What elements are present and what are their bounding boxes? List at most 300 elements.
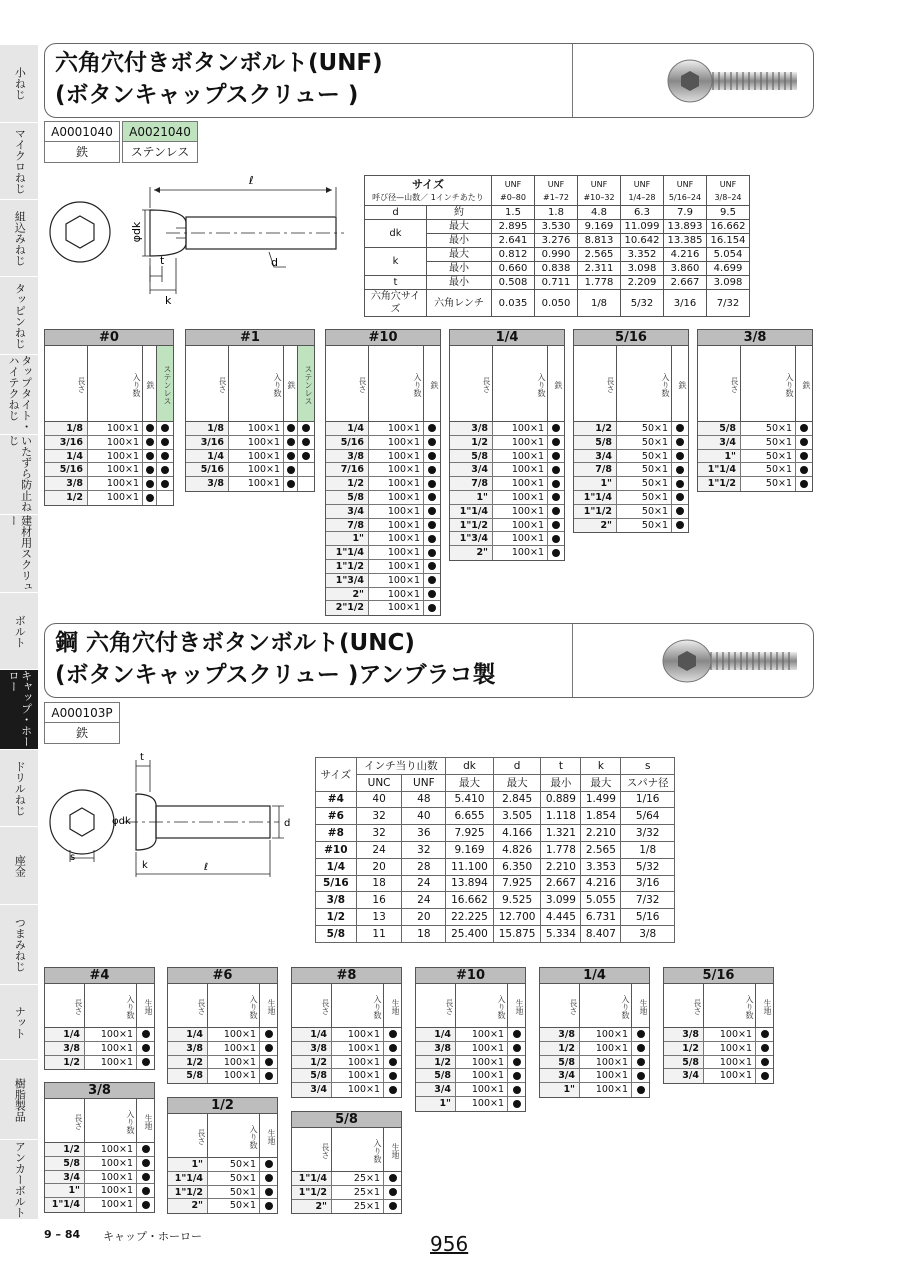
product-table-row[interactable]: [292, 1200, 401, 1214]
quantity-cell: 100×1: [580, 1069, 632, 1082]
length-cell: 3/4: [540, 1069, 580, 1082]
spec-cell: 25.400: [446, 925, 494, 942]
length-cell: 5/8: [450, 450, 493, 463]
product-table-row[interactable]: [168, 1042, 277, 1056]
spec-subheader: 最大: [446, 774, 494, 791]
quantity-cell: 100×1: [229, 463, 284, 476]
product-table-row[interactable]: [698, 436, 812, 450]
spec-subheader: UNC: [356, 774, 402, 791]
product-table-title: 1/2: [168, 1098, 277, 1114]
product-table-row[interactable]: [450, 477, 564, 491]
product-table-row[interactable]: [292, 1083, 401, 1097]
available-dot-icon: [428, 507, 436, 515]
product-table-col-header: 入り数: [332, 984, 384, 1027]
availability-cell: [157, 450, 173, 463]
button-bolt-photo: [635, 636, 805, 686]
quantity-cell: 100×1: [369, 491, 424, 504]
product-table-row[interactable]: [540, 1028, 649, 1042]
product-table-row[interactable]: [292, 1069, 401, 1083]
length-cell: 1": [450, 491, 493, 504]
length-cell: 1/2: [664, 1042, 704, 1055]
product-table-title: 5/8: [292, 1112, 401, 1128]
spec-cell: 4.216: [581, 875, 621, 892]
quantity-cell: 100×1: [332, 1056, 384, 1069]
spec-cell: 40: [402, 808, 446, 825]
spec-cell: 3.353: [581, 858, 621, 875]
product-table-row[interactable]: [326, 519, 440, 533]
available-dot-icon: [676, 521, 684, 529]
product-table-row[interactable]: [540, 1056, 649, 1070]
spec-cell: 5/64: [621, 808, 675, 825]
available-dot-icon: [287, 424, 295, 432]
available-dot-icon: [761, 1030, 769, 1038]
sidebar-tab[interactable]: [0, 827, 38, 905]
spec-cell: 0.838: [535, 262, 578, 276]
spec-cell: 15.875: [493, 925, 541, 942]
product-table-row[interactable]: [450, 546, 564, 560]
product-table-row[interactable]: [450, 505, 564, 519]
product-table-row[interactable]: [416, 1042, 525, 1056]
quantity-cell: 100×1: [208, 1069, 260, 1083]
product-table-row[interactable]: [186, 436, 314, 450]
length-cell: 5/8: [540, 1056, 580, 1069]
product-table-col-header: 鉄: [678, 381, 687, 389]
spec-cell: 最大: [427, 248, 492, 262]
spec-col-header: UNF 5/16–24: [664, 176, 707, 206]
availability-cell: [796, 436, 812, 449]
available-dot-icon: [428, 480, 436, 488]
product-table-row[interactable]: [450, 422, 564, 436]
length-cell: 1/2: [45, 491, 88, 505]
quantity-cell: 50×1: [617, 422, 672, 435]
product-table-row[interactable]: [574, 422, 688, 436]
quantity-cell: 100×1: [85, 1056, 137, 1070]
product-table-col-header: 生地: [515, 999, 524, 1015]
product-table-col-header: 長さ: [45, 1099, 85, 1142]
spec-cell: #8: [316, 825, 357, 842]
product-table-row[interactable]: [664, 1069, 773, 1083]
sidebar-tab[interactable]: [0, 1140, 38, 1220]
length-cell: 1": [698, 450, 741, 463]
product-table-row[interactable]: [698, 422, 812, 436]
spec-header: t: [541, 758, 581, 775]
spec-cell: 13: [356, 909, 402, 926]
product-table-row[interactable]: [168, 1028, 277, 1042]
product-table-row[interactable]: [186, 463, 314, 477]
available-dot-icon: [637, 1086, 645, 1094]
available-dot-icon: [142, 1201, 150, 1209]
product-table-row[interactable]: [186, 477, 314, 491]
sidebar-tab-label: タッピンねじ: [13, 282, 27, 349]
spec-cell: 7/32: [621, 892, 675, 909]
available-dot-icon: [428, 576, 436, 584]
sidebar-tab[interactable]: [0, 593, 38, 670]
quantity-cell: 100×1: [332, 1042, 384, 1055]
product-table-row[interactable]: [168, 1069, 277, 1083]
spec-cell: 4.8: [578, 206, 621, 220]
product-table-row[interactable]: [450, 450, 564, 464]
svg-text:d: d: [271, 256, 278, 269]
length-cell: 1"1/4: [326, 546, 369, 559]
quantity-cell: 100×1: [88, 491, 143, 505]
product-table-row[interactable]: [45, 463, 173, 477]
spec-cell: 11.100: [446, 858, 494, 875]
sidebar-tab[interactable]: [0, 515, 38, 593]
length-cell: 7/8: [326, 519, 369, 532]
available-dot-icon: [800, 424, 808, 432]
availability-cell: [260, 1042, 277, 1055]
product-table-row[interactable]: [698, 450, 812, 464]
quantity-cell: 100×1: [369, 422, 424, 435]
available-dot-icon: [676, 480, 684, 488]
section1-dimension-drawing: [44, 172, 364, 312]
product-material: 鉄: [75, 145, 88, 159]
product-table-title: 3/8: [698, 330, 812, 346]
product-table-row[interactable]: [326, 546, 440, 560]
sidebar-tab-label: 小ねじ: [13, 67, 27, 100]
spec-cell: 2.565: [581, 841, 621, 858]
product-table-row[interactable]: [326, 463, 440, 477]
spec-cell: 3.098: [707, 276, 750, 290]
length-cell: 5/8: [574, 436, 617, 449]
product-table-row[interactable]: [326, 505, 440, 519]
product-table-row[interactable]: [416, 1083, 525, 1097]
product-table-row[interactable]: [326, 601, 440, 615]
product-table-row[interactable]: [664, 1042, 773, 1056]
spec-cell: 6.350: [493, 858, 541, 875]
available-dot-icon: [637, 1072, 645, 1080]
length-cell: 5/8: [292, 1069, 332, 1082]
available-dot-icon: [637, 1044, 645, 1052]
available-dot-icon: [142, 1173, 150, 1181]
product-table-row[interactable]: [450, 436, 564, 450]
product-table-title: #10: [326, 330, 440, 346]
product-table-row[interactable]: [416, 1028, 525, 1042]
product-table-col-header: 入り数: [208, 1114, 260, 1157]
spec-cell: 六角穴サイズ: [365, 290, 427, 317]
spec-cell: 18: [402, 925, 446, 942]
spec-cell: 5/32: [621, 858, 675, 875]
product-material: 鉄: [75, 726, 88, 740]
product-table-row[interactable]: [168, 1172, 277, 1186]
length-cell: 3/8: [45, 477, 88, 490]
product-table-row[interactable]: [45, 1028, 154, 1042]
availability-cell: [424, 450, 440, 463]
product-table-row[interactable]: [326, 532, 440, 546]
product-table-row[interactable]: [168, 1186, 277, 1200]
availability-cell: [424, 422, 440, 435]
available-dot-icon: [146, 480, 154, 488]
product-table-row[interactable]: [45, 450, 173, 464]
quantity-cell: 100×1: [493, 422, 548, 435]
availability-cell: [384, 1069, 401, 1082]
available-dot-icon: [146, 424, 154, 432]
product-material: ステンレス: [130, 145, 190, 159]
product-table-col-header: 長さ: [168, 984, 208, 1027]
product-table-row[interactable]: [45, 1056, 154, 1070]
quantity-cell: 100×1: [456, 1097, 508, 1111]
sidebar-tab[interactable]: [0, 1060, 38, 1140]
availability-cell: [548, 477, 564, 490]
product-table-title: #10: [416, 968, 525, 984]
available-dot-icon: [800, 438, 808, 446]
spec-cell: 1/8: [621, 841, 675, 858]
product-table-row[interactable]: [326, 436, 440, 450]
spec-cell: 最小: [427, 276, 492, 290]
availability-cell: [508, 1083, 525, 1096]
spec-cell: 0.508: [492, 276, 535, 290]
product-table-title: #8: [292, 968, 401, 984]
product-table-row[interactable]: [326, 574, 440, 588]
product-code: A000103P: [45, 703, 119, 723]
product-table-row[interactable]: [168, 1199, 277, 1213]
availability-cell: [384, 1186, 401, 1199]
available-dot-icon: [389, 1188, 397, 1196]
spec-cell: 3.352: [621, 248, 664, 262]
svg-text:s: s: [70, 852, 76, 863]
availability-cell: [137, 1171, 154, 1184]
quantity-cell: 100×1: [369, 574, 424, 587]
quantity-cell: 100×1: [229, 450, 284, 463]
available-dot-icon: [389, 1044, 397, 1052]
product-table-row[interactable]: [574, 450, 688, 464]
quantity-cell: 50×1: [741, 422, 796, 435]
spec-cell: #6: [316, 808, 357, 825]
quantity-cell: 100×1: [88, 477, 143, 490]
product-table-row[interactable]: [698, 477, 812, 491]
product-table-row[interactable]: [45, 1042, 154, 1056]
sidebar-tab[interactable]: [0, 355, 38, 435]
length-cell: 3/8: [416, 1042, 456, 1055]
availability-cell: [143, 450, 157, 463]
spec-cell: 2.209: [621, 276, 664, 290]
available-dot-icon: [676, 452, 684, 460]
product-table-row[interactable]: [45, 422, 173, 436]
product-table-col-header: 鉄: [430, 381, 439, 389]
product-table-row[interactable]: [326, 450, 440, 464]
length-cell: 1"1/2: [168, 1186, 208, 1199]
available-dot-icon: [428, 590, 436, 598]
sidebar-tab[interactable]: [0, 200, 38, 277]
spec-cell: 5.410: [446, 791, 494, 808]
available-dot-icon: [513, 1072, 521, 1080]
product-table-row[interactable]: [664, 1028, 773, 1042]
product-table-row[interactable]: [574, 491, 688, 505]
spec-cell: 0.990: [535, 248, 578, 262]
product-table-row[interactable]: [186, 422, 314, 436]
spec-cell: 1.321: [541, 825, 581, 842]
spec-cell: 5/32: [621, 290, 664, 317]
product-table-row[interactable]: [326, 477, 440, 491]
sidebar-tab[interactable]: [0, 905, 38, 985]
product-table-row[interactable]: [698, 463, 812, 477]
available-dot-icon: [552, 549, 560, 557]
product-table-row[interactable]: [574, 436, 688, 450]
sidebar-tab[interactable]: [0, 123, 38, 200]
product-table-row[interactable]: [45, 1143, 154, 1157]
quantity-cell: 100×1: [88, 463, 143, 476]
available-dot-icon: [287, 452, 295, 460]
product-table-row[interactable]: [540, 1083, 649, 1097]
product-table-row[interactable]: [574, 463, 688, 477]
product-table-row[interactable]: [326, 422, 440, 436]
length-cell: 1/2: [45, 1056, 85, 1070]
available-dot-icon: [428, 535, 436, 543]
product-table-row[interactable]: [45, 1198, 154, 1212]
product-table-row[interactable]: [168, 1158, 277, 1172]
quantity-cell: 100×1: [704, 1056, 756, 1069]
product-table-row[interactable]: [45, 1184, 154, 1198]
product-table-col-header: 鉄: [554, 381, 563, 389]
available-dot-icon: [676, 466, 684, 474]
spec-cell: 0.812: [492, 248, 535, 262]
quantity-cell: 100×1: [493, 450, 548, 463]
available-dot-icon: [513, 1044, 521, 1052]
product-table-row[interactable]: [450, 463, 564, 477]
product-table-row[interactable]: [574, 477, 688, 491]
spec-header: サイズ 呼び径—山数／ 1インチあたり: [365, 176, 492, 206]
available-dot-icon: [146, 466, 154, 474]
available-dot-icon: [428, 466, 436, 474]
available-dot-icon: [676, 507, 684, 515]
availability-cell: [384, 1042, 401, 1055]
spec-cell: 7.9: [664, 206, 707, 220]
available-dot-icon: [265, 1058, 273, 1066]
footer-page-number: 956: [430, 1232, 469, 1256]
availability-cell: [137, 1184, 154, 1197]
available-dot-icon: [287, 480, 295, 488]
spec-cell: 0.711: [535, 276, 578, 290]
length-cell: 1": [540, 1083, 580, 1097]
spec-cell: 2.311: [578, 262, 621, 276]
svg-text:ℓ: ℓ: [204, 862, 209, 873]
product-table-row[interactable]: [540, 1069, 649, 1083]
quantity-cell: 100×1: [332, 1028, 384, 1041]
spec-cell: 3.530: [535, 220, 578, 234]
quantity-cell: 100×1: [493, 505, 548, 518]
spec-header: インチ当り山数: [356, 758, 446, 775]
available-dot-icon: [142, 1159, 150, 1167]
product-table-row[interactable]: [574, 505, 688, 519]
product-table-col-header: 入り数: [580, 984, 632, 1027]
quantity-cell: 100×1: [208, 1028, 260, 1041]
sidebar-tab[interactable]: [0, 435, 38, 515]
quantity-cell: 100×1: [456, 1069, 508, 1082]
availability-cell: [284, 463, 298, 476]
length-cell: 3/8: [168, 1042, 208, 1055]
section2-title-line2: (ボタンキャップスクリュー )アンブラコ製: [55, 662, 496, 688]
product-table-row[interactable]: [45, 1171, 154, 1185]
spec-cell: 4.826: [493, 841, 541, 858]
spec-cell: 16.662: [446, 892, 494, 909]
availability-cell: [384, 1083, 401, 1097]
product-table-row[interactable]: [450, 532, 564, 546]
product-table-row[interactable]: [292, 1056, 401, 1070]
availability-cell: [672, 491, 688, 504]
product-table-row[interactable]: [292, 1172, 401, 1186]
product-table-title: 5/16: [574, 330, 688, 346]
product-table: [291, 1111, 402, 1214]
length-cell: 3/8: [292, 1042, 332, 1055]
product-table-row[interactable]: [292, 1186, 401, 1200]
product-table-row[interactable]: [292, 1028, 401, 1042]
spec-cell: 0.889: [541, 791, 581, 808]
availability-cell: [137, 1042, 154, 1055]
product-table-row[interactable]: [416, 1097, 525, 1111]
product-table-row[interactable]: [45, 1157, 154, 1171]
sidebar-tab[interactable]: [0, 985, 38, 1060]
quantity-cell: 100×1: [369, 601, 424, 615]
product-table-row[interactable]: [450, 519, 564, 533]
product-table-row[interactable]: [664, 1056, 773, 1070]
product-table-row[interactable]: [45, 477, 173, 491]
available-dot-icon: [142, 1187, 150, 1195]
length-cell: 2": [574, 519, 617, 533]
sidebar-tab[interactable]: [0, 750, 38, 827]
spec-cell: 7.925: [493, 875, 541, 892]
availability-cell: [508, 1028, 525, 1041]
available-dot-icon: [265, 1202, 273, 1210]
available-dot-icon: [428, 562, 436, 570]
product-table-row[interactable]: [540, 1042, 649, 1056]
available-dot-icon: [146, 494, 154, 502]
quantity-cell: 25×1: [332, 1200, 384, 1214]
length-cell: 2": [450, 546, 493, 560]
available-dot-icon: [428, 604, 436, 612]
product-table-row[interactable]: [326, 560, 440, 574]
product-table-row[interactable]: [326, 588, 440, 602]
sidebar-tab[interactable]: [0, 277, 38, 355]
availability-cell: [508, 1056, 525, 1069]
length-cell: 1/2: [540, 1042, 580, 1055]
product-table-col-header: 長さ: [664, 984, 704, 1027]
spec-cell: 6.655: [446, 808, 494, 825]
product-table-col-header: ステンレス: [298, 346, 314, 421]
product-table-row[interactable]: [168, 1056, 277, 1070]
availability-cell: [137, 1056, 154, 1070]
length-cell: 3/8: [664, 1028, 704, 1041]
spec-cell: 1.778: [578, 276, 621, 290]
quantity-cell: 100×1: [369, 436, 424, 449]
quantity-cell: 100×1: [85, 1198, 137, 1212]
product-table-row[interactable]: [292, 1042, 401, 1056]
product-table-col-header: 入り数: [332, 1128, 384, 1171]
product-table-row[interactable]: [416, 1056, 525, 1070]
quantity-cell: 50×1: [208, 1158, 260, 1171]
spec-cell: 32: [356, 825, 402, 842]
sidebar: [0, 45, 38, 1220]
availability-cell: [260, 1158, 277, 1171]
product-table-row[interactable]: [326, 491, 440, 505]
product-table-row[interactable]: [186, 450, 314, 464]
product-table-col-header: 入り数: [85, 984, 137, 1027]
product-table-row[interactable]: [416, 1069, 525, 1083]
product-table-row[interactable]: [45, 491, 173, 505]
spec-col-header: UNF #10–32: [578, 176, 621, 206]
sidebar-tab[interactable]: [0, 670, 38, 750]
product-table-row[interactable]: [450, 491, 564, 505]
spec-cell: dk: [365, 220, 427, 248]
sidebar-tab-label: キャップ・ホーロー: [7, 670, 33, 747]
product-table-row[interactable]: [45, 436, 173, 450]
product-table-row[interactable]: [574, 519, 688, 533]
spec-cell: 1/4: [316, 858, 357, 875]
sidebar-tab[interactable]: [0, 45, 38, 123]
product-table: [44, 329, 174, 506]
spec-cell: 3/16: [664, 290, 707, 317]
availability-cell: [632, 1069, 649, 1082]
spec-cell: 最大: [427, 220, 492, 234]
